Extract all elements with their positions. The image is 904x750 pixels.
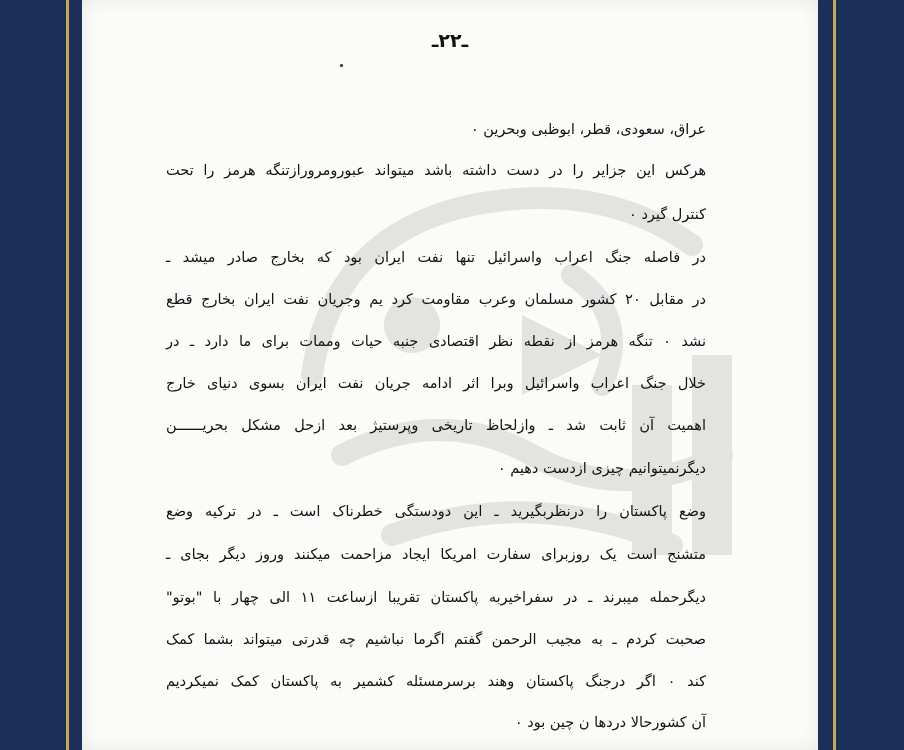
text-line: وضع پاکستان را درنظربگیرید ـ این دودستگی خطرناک است ـ در ترکیه وضع: [166, 504, 706, 520]
text-line: دیگرحمله میبرند ـ در سفراخیربه پاکستان تقریبا ازساعت ۱۱ الی چهار با "بوتو": [166, 590, 706, 606]
page-number: ـ۲۲ـ: [431, 30, 469, 52]
text-line: صحبت کردم ـ به مجیب الرحمن گفتم اگرما نباشیم چه قدرتی میتواند بشما کمک: [166, 632, 706, 648]
frame-border-right: [833, 0, 836, 750]
text-line: نشد ٠ تنگه هرمز از نقطه نظر اقتصادی جنبه حیات وممات برای ما دارد ـ در: [166, 334, 706, 350]
page-text: [82, 0, 818, 750]
text-line: متشنج است یک روزبرای سفارت امریکا ایجاد مزاحمت میکنند وروز دیگر بجای ـ: [166, 547, 706, 563]
text-line: خلال جنگ اعراب واسرائیل وبرا اثر ادامه جریان نفت ایران بسوی دنیای خارج: [166, 376, 706, 392]
text-line: دیگرنمیتوانیم چیزی ازدست دهیم ٠: [497, 461, 706, 477]
text-line: در فاصله جنگ اعراب واسرائیل تنها نفت ایران بود که بخارج صادر میشد ـ: [166, 250, 706, 266]
text-line: هرکس این جزایر را در دست داشته باشد میتواند عبورومرورازتنگه هرمز را تحت: [166, 163, 706, 179]
text-line: اهمیت آن ثابت شد ـ وازلحاظ تاریخی وپرستیژ بعد ازحل مشکل بحریــــــن: [166, 418, 706, 434]
frame-border-left: [66, 0, 69, 750]
text-line: در مقابل ۲۰ کشور مسلمان وعرب مقاومت کرد یم وجریان نفت ایران بخارج قطع: [166, 292, 706, 308]
text-line: آن کشورحالا دردها ن چین بود ٠: [514, 715, 706, 731]
text-line: عراق، سعودی، قطر، ابوظبی وبحرین ٠: [470, 122, 706, 138]
text-line: کند ٠ اگر درجنگ پاکستان وهند برسرمسئله کشمیر به پاکستان کمک نمیکردیم: [166, 674, 706, 690]
document-page: [82, 0, 818, 750]
text-line: کنترل گیرد ٠: [629, 207, 706, 223]
